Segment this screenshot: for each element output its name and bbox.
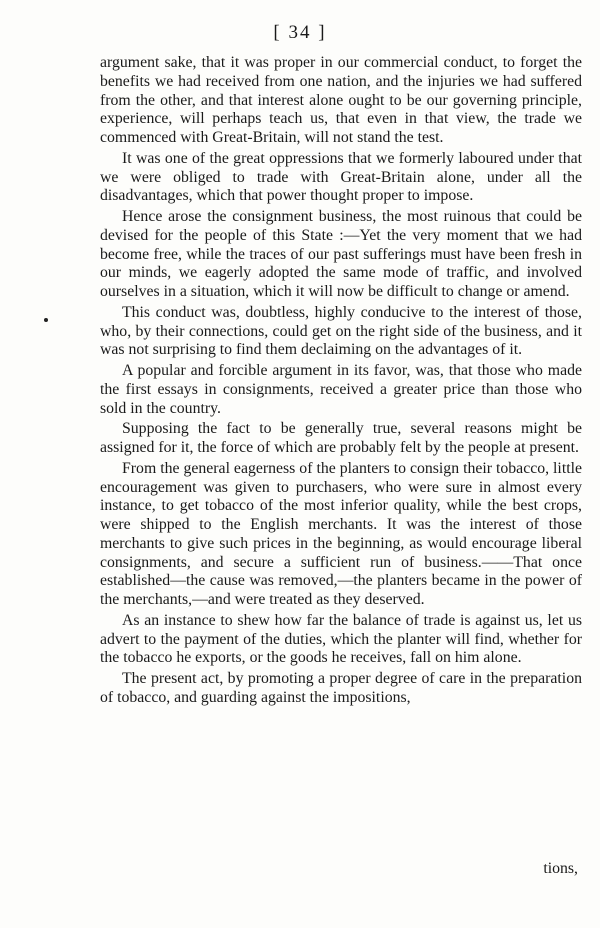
paragraph-7: From the general eagerness of the planters to consign their tobacco, little encouragement was given to purchasers, who were sure in almost every instance, to get tobacco of the most inferior quality, while the best crops, were shipped to the English merchants. It was the interest of those merchants to give such prices in the beginning, as would encourage liberal consignments, and secure a sufficient run of business.——That once established—the cause was removed,—the planters became in the power of the merchants,—and were treated as they deserved. (100, 459, 582, 608)
paragraph-5: A popular and forcible argument in its favor, was, that those who made the first essays in consignments, received a greater price than those who sold in the country. (100, 362, 582, 417)
paragraph-2: It was one of the great oppressions that we formerly laboured under that we were obliged to trade with Great-Britain alone, under all the disadvantages, which that power thought proper to impose. (100, 149, 582, 205)
paragraph-3: Hence arose the consignment business, the most ruinous that could be devised for the people of this State :—Yet the very moment that we had become free, while the traces of our past sufferings must have been fresh in our minds, we eagerly adopted the same mode of traffic, and involved ourselves in a situation, which it will now be difficult to change or amend. (100, 208, 582, 300)
paragraph-8: As an instance to shew how far the balance of trade is against us, let us advert to the payment of the duties, which the planter will find, whether for the tobacco he exports, or the goods he receives, fall on him alone. (100, 611, 582, 667)
catchword: tions, (543, 860, 578, 877)
margin-ink-mark (44, 318, 48, 322)
page-number: [ 34 ] (273, 22, 327, 43)
paragraph-1: argument sake, that it was proper in our commercial conduct, to forget the benefits we had received from one nation, and the injuries we had suffered from the other, and that interest alone ought to be our governing principle, experience, will perhaps teach us, that even in that view, the trade we commenced with Great-Britain, will not stand the test. (100, 54, 582, 146)
paragraph-4: This conduct was, doubtless, highly conducive to the interest of those, who, by their connections, could get on the right side of the business, and it was not surprising to find them declaiming on the advantages of it. (100, 303, 582, 359)
paragraph-6: Supposing the fact to be generally true, several reasons might be assigned for it, the force of which are probably felt by the people at present. (100, 420, 582, 456)
body-text (100, 54, 582, 710)
paragraph-9: The present act, by promoting a proper degree of care in the preparation of tobacco, and guarding against the impositions, (100, 670, 582, 706)
